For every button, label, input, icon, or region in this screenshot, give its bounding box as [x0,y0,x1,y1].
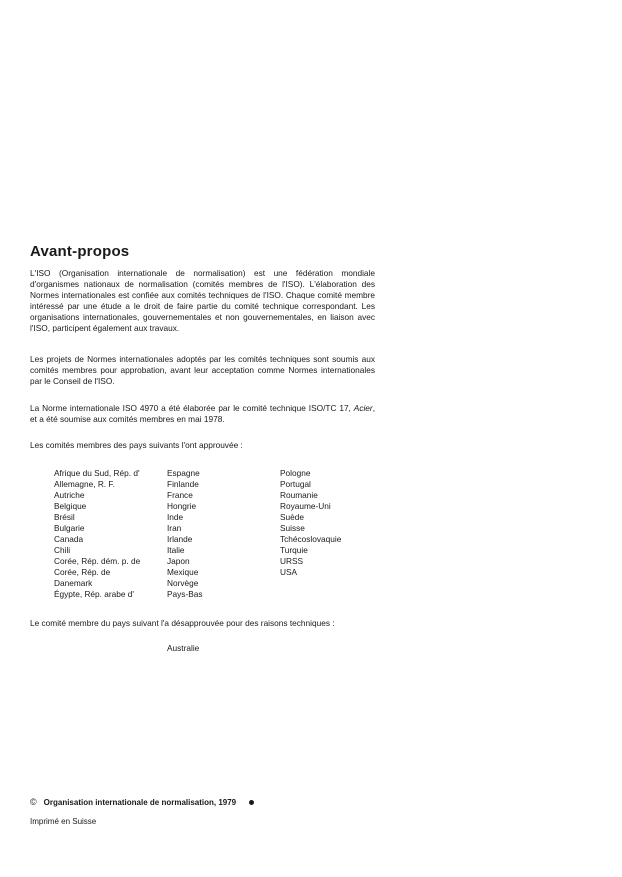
country-list-column-1 [54,468,159,600]
approve-intro: Les comités membres des pays suivants l'ont approuvée : [30,440,243,450]
country-item: Norvège [167,578,199,588]
page-title: Avant-propos [30,243,130,260]
copyright-organization: Organisation internationale de normalisation, 1979 [43,797,237,807]
country-list-column-2 [167,468,267,600]
country-item: Autriche [54,490,85,500]
disapprove-intro: Le comité membre du pays suivant l'a désapprouvée pour des raisons techniques : [30,618,335,628]
country-item: Japon [167,556,190,566]
country-item: USA [280,567,298,577]
country-item: Canada [54,534,84,544]
country-item: Égypte, Rép. arabe d' [54,589,134,599]
country-item: Portugal [280,479,311,489]
country-item: Iran [167,523,182,533]
country-item: Corée, Rép. de [54,567,111,577]
country-list-column-3 [280,468,390,578]
country-item: Royaume-Uni [280,501,331,511]
country-item: Tchécoslovaquie [280,534,342,544]
country-item: Suède [280,512,304,522]
country-item: Turquie [280,545,308,555]
country-item: France [167,490,193,500]
country-item: Hongrie [167,501,197,511]
standard-paragraph-end: , et a été soumise aux comités membres en mai 1978. [30,403,375,424]
country-item: Mexique [167,567,199,577]
copyright-line [30,797,254,807]
country-item: Inde [167,512,184,522]
country-item: Chili [54,545,71,555]
country-item: Finlande [167,479,199,489]
country-item: Pays-Bas [167,589,203,599]
disapproving-country: Australie [167,643,200,653]
country-item: Bulgarie [54,523,85,533]
country-item: Italie [167,545,185,555]
committee-name: Acier [353,403,373,413]
country-item: URSS [280,556,304,566]
country-item: Pologne [280,468,311,478]
country-item: Afrique du Sud, Rép. d' [54,468,140,478]
country-item: Brésil [54,512,75,522]
country-item: Belgique [54,501,87,511]
printed-in: Imprimé en Suisse [30,817,97,826]
standard-paragraph [30,403,375,425]
standard-paragraph-start: La Norme internationale ISO 4970 a été élaborée par le comité technique ISO/TC 17, [30,403,351,413]
country-item: Allemagne, R. F. [54,479,115,489]
country-item: Irlande [167,534,193,544]
bullet-icon [249,800,254,805]
intro-paragraph: L'ISO (Organisation internationale de normalisation) est une fédération mondiale d'organismes nationaux de normalisation (comités membres de l'ISO). L'élaboration des Normes internationales est confiée aux comités techniques de l'ISO. Chaque comité membre intéressé par une étude a le droit de faire partie du comité technique correspondant. Les organisations internationales, gouvernementales et non gouvernementales, en liaison avec l'ISO, participent également aux travaux. [30,268,375,333]
country-item: Danemark [54,578,93,588]
country-item: Espagne [167,468,200,478]
copyright-icon: © [30,797,37,807]
country-item: Corée, Rép. dém. p. de [54,556,141,566]
country-item: Roumanie [280,490,318,500]
country-item: Suisse [280,523,305,533]
adoption-paragraph: Les projets de Normes internationales adoptés par les comités techniques sont soumis aux comités membres pour approbation, avant leur acceptation comme Normes internationales par le Conseil de l'ISO. [30,354,375,386]
